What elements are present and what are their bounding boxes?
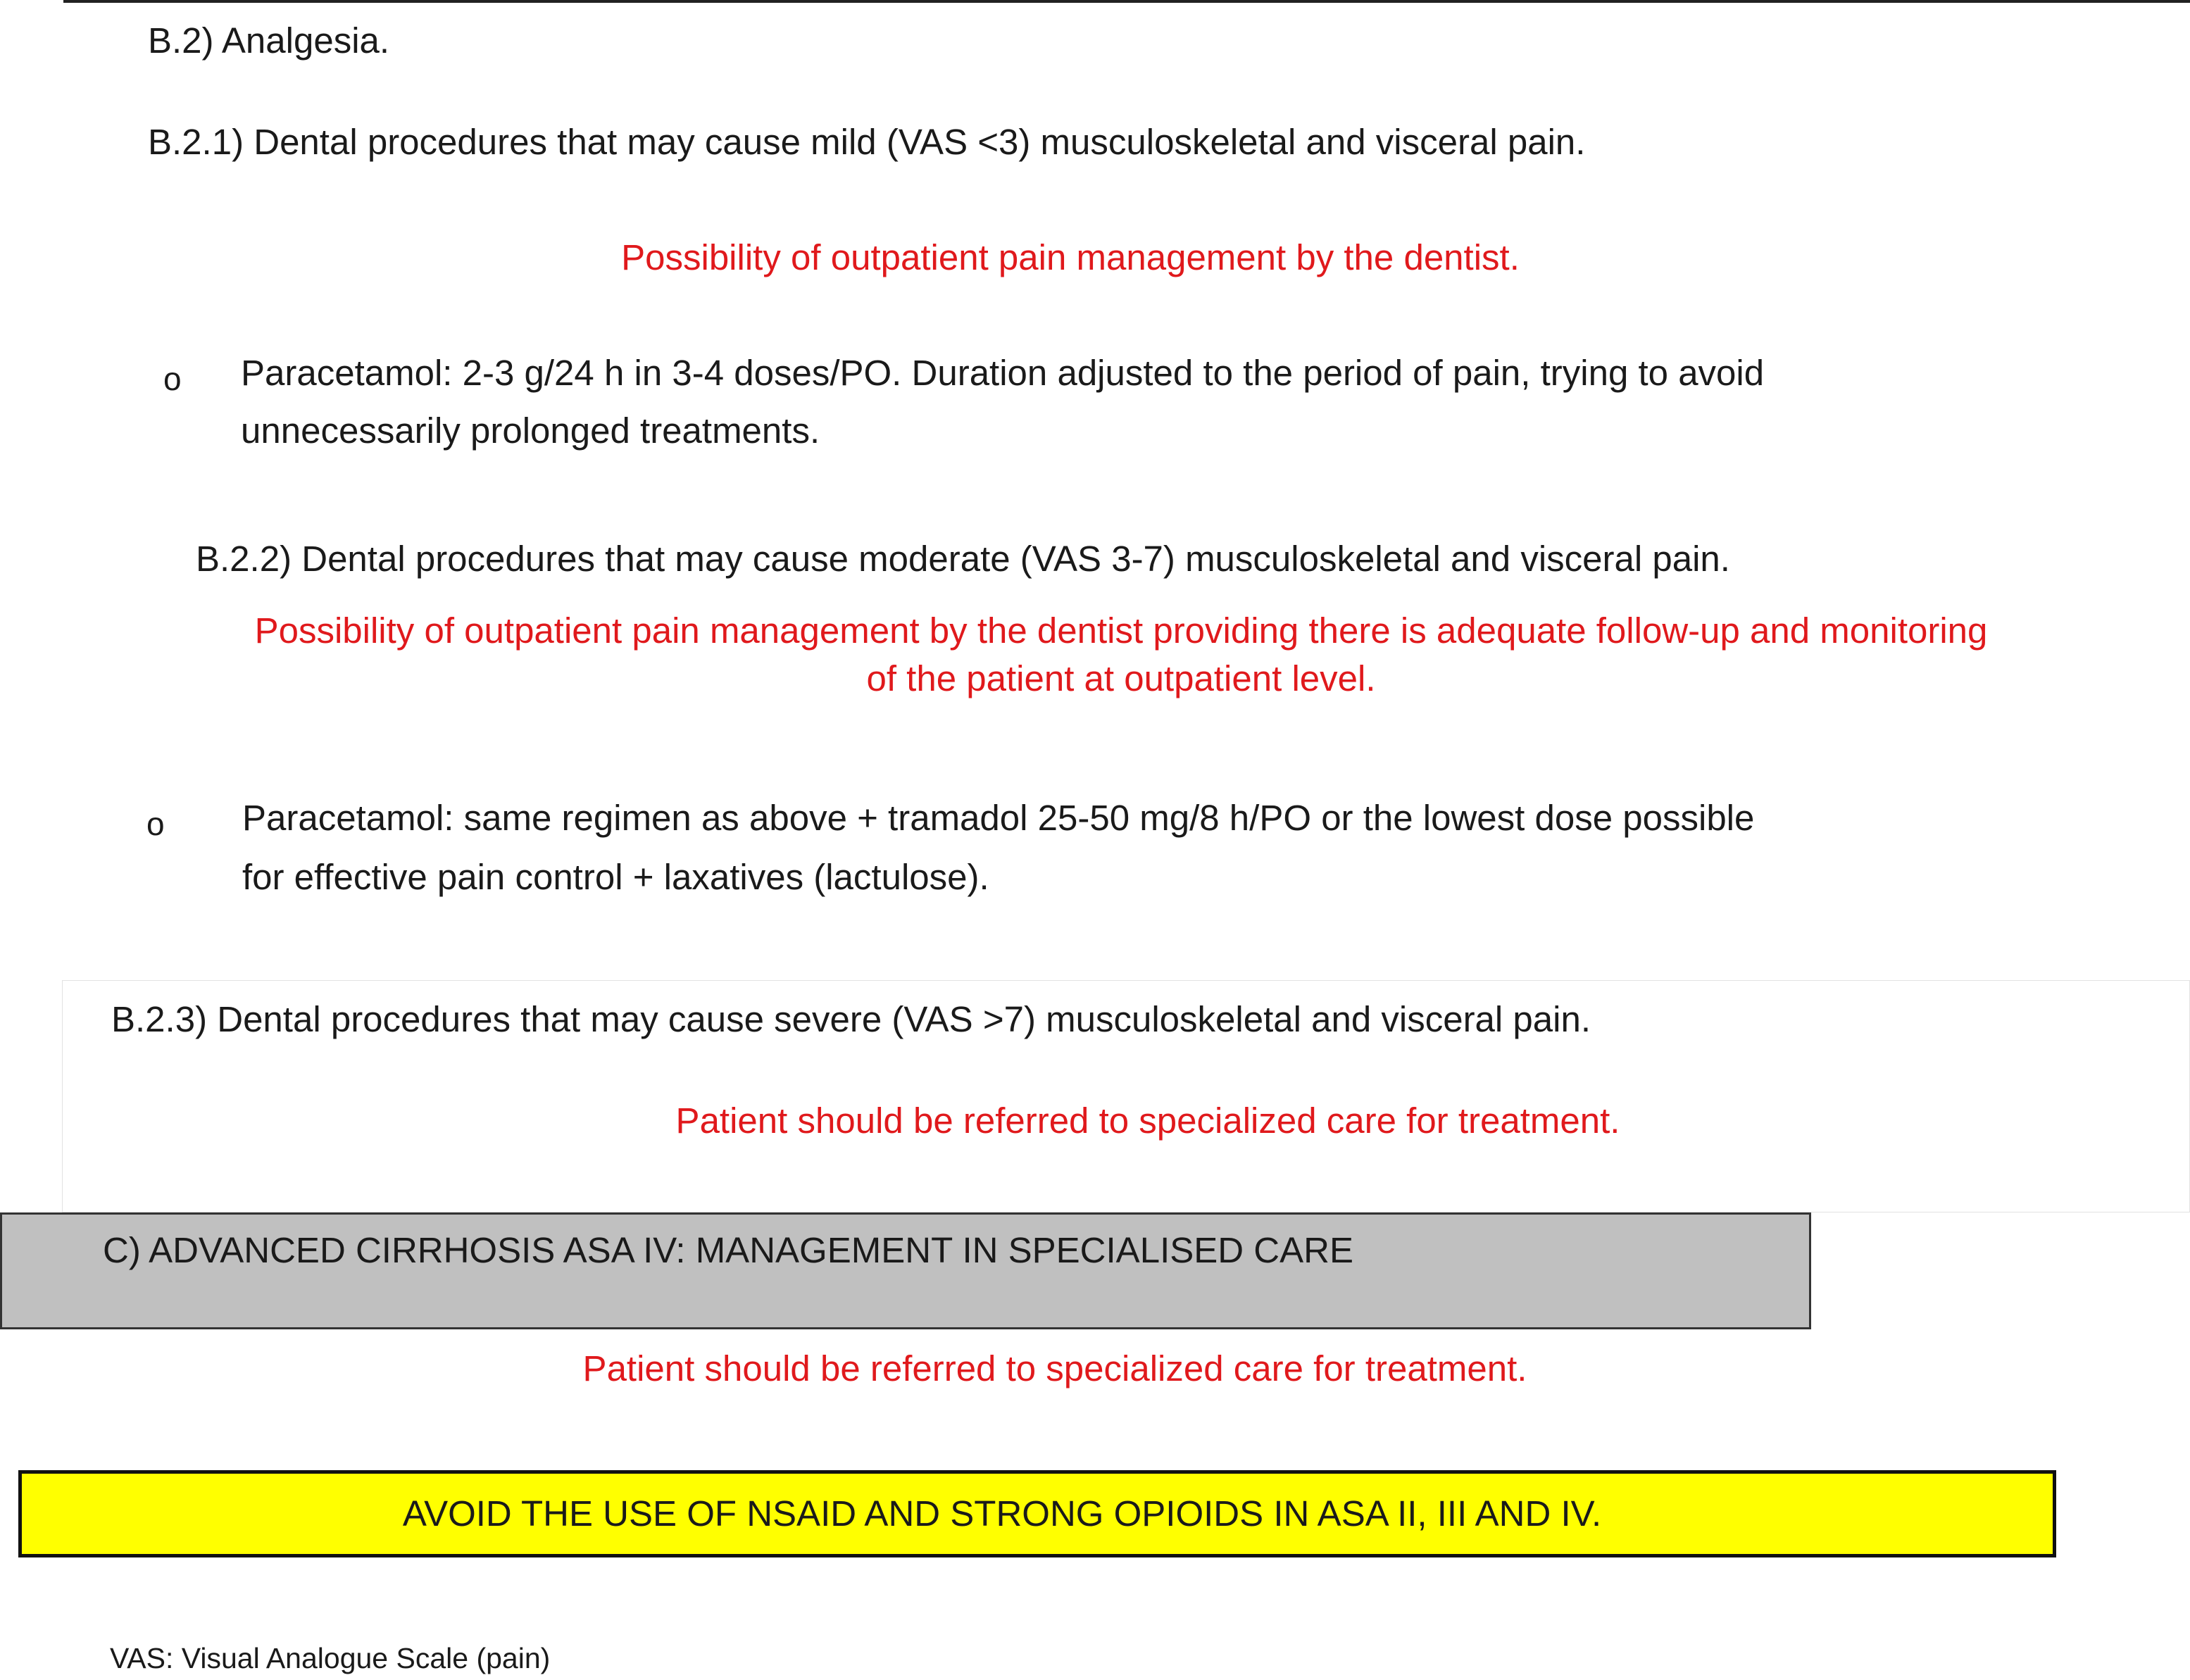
b21-bullet-line1: Paracetamol: 2-3 g/24 h in 3-4 doses/PO. Duration adjusted to the period of pain, trying to avoid	[241, 353, 1765, 393]
section-heading-c: C) ADVANCED CIRRHOSIS ASA IV: MANAGEMENT IN SPECIALISED CARE	[103, 1230, 1353, 1270]
section-heading-b23: B.2.3) Dental procedures that may cause severe (VAS >7) musculoskeletal and visceral pain.	[111, 999, 1591, 1039]
b22-note-line1: Possibility of outpatient pain management by the dentist providing there is adequate follow-up and monitoring	[254, 610, 1988, 651]
footnote: VAS: Visual Analogue Scale (pain)	[110, 1642, 551, 1674]
warning-box	[18, 1470, 2056, 1557]
section-heading-b2: B.2) Analgesia.	[148, 20, 390, 61]
warning-text: AVOID THE USE OF NSAID AND STRONG OPIOIDS IN ASA II, III AND IV.	[402, 1493, 1602, 1534]
b22-bullet-marker: o	[146, 805, 165, 842]
b21-note: Possibility of outpatient pain management by the dentist.	[621, 237, 1520, 277]
b21-bullet-line2: unnecessarily prolonged treatments.	[241, 410, 820, 451]
b22-bullet-line2: for effective pain control + laxatives (lactulose).	[242, 857, 989, 897]
b21-bullet-marker: o	[163, 361, 182, 397]
section-heading-b22: B.2.2) Dental procedures that may cause moderate (VAS 3-7) musculoskeletal and visceral pain.	[196, 539, 1730, 579]
top-rule	[63, 0, 2190, 3]
b22-bullet-line1: Paracetamol: same regimen as above + tramadol 25-50 mg/8 h/PO or the lowest dose possible	[242, 798, 1755, 838]
b22-note-line2: of the patient at outpatient level.	[866, 658, 1376, 698]
c-note: Patient should be referred to specialized care for treatment.	[582, 1348, 1527, 1388]
b23-note: Patient should be referred to specialized care for treatment.	[675, 1101, 1620, 1141]
section-heading-b21: B.2.1) Dental procedures that may cause mild (VAS <3) musculoskeletal and visceral pain.	[148, 122, 1586, 162]
